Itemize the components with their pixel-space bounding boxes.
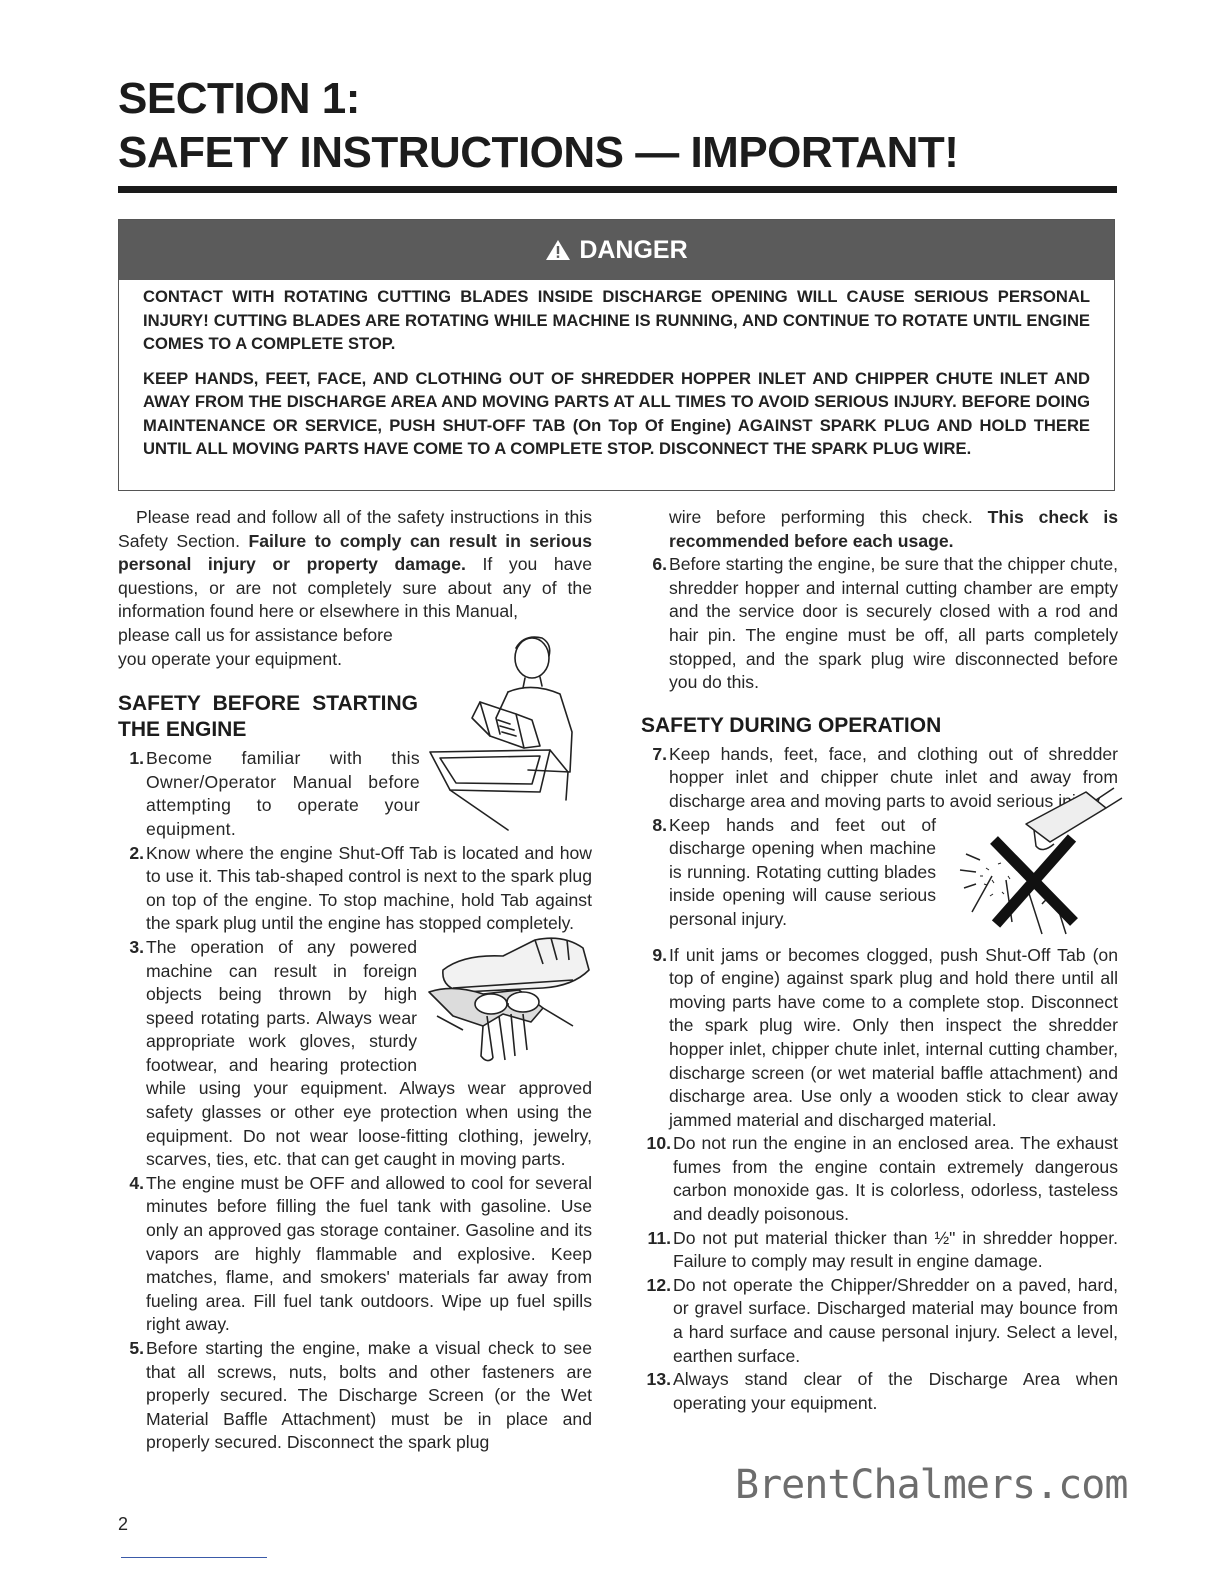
intro-paragraph-end: please call us for assistance before you operate your equipment. — [118, 624, 393, 669]
item-text: protection while using your equipment. Always wear approved safety glasses or other eye protection when using the equipment. Do not wear loose-fitting clothing, jewelry, scarves, ties, etc. that can get caught in moving parts. — [146, 1054, 592, 1170]
heading-before-starting: SAFETY BEFORE STARTING THE ENGINE — [118, 692, 418, 742]
intro-text: If you have questions, or are not completely sure about any of the information found here or elsewhere in this Manual, — [118, 554, 593, 622]
danger-text — [119, 280, 1114, 461]
item-text: The operation of any powered machine can result in foreign objects being thrown by high speed rotating parts. Always wear appropriate work gloves, sturdy footwear, and hearing — [146, 936, 417, 1075]
item-number: 7. — [652, 743, 667, 764]
item-text: Do not run the engine in an enclosed area. The exhaust fumes from the engine contain extremely dangerous carbon monoxide gas. It is colorless, odorless, tasteless and deadly poisonous. — [673, 1133, 1118, 1225]
danger-box — [118, 219, 1115, 491]
list-item — [641, 1227, 1118, 1274]
left-column — [118, 506, 592, 1455]
list-item — [118, 1337, 592, 1455]
item-text: If unit jams or becomes clogged, push Shut-Off Tab (on top of engine) against spark plug and hold there until all moving parts have come to a complete stop. Disconnect the spark plug wire. Only then inspect the shredder hopper inlet, chipper chute inlet, internal cutting chamber, discharge screen (or wet material baffle attachment) and discharge area. Use only a wooden stick to clear away jammed material and discharged material. — [669, 944, 1118, 1130]
list-item — [641, 1132, 1118, 1226]
hand-in-discharge-prohibited-illustration — [946, 784, 1132, 944]
item-text: Become familiar with this Owner/Operator Manual before attempting to operate your equipment. — [146, 748, 420, 839]
intro-text: Please read and follow all of the safety instructions in this Safety Section. — [118, 507, 592, 551]
item-number: 5. — [129, 1338, 144, 1358]
item-text: The engine must be OFF and allowed to cool for several minutes before filling the fuel tank with gasoline. Use only an approved gas storage container. Gasoline and its vapors are highly flammable and explosive. Keep matches, flame, and smokers' materials far away from fueling area. Fill fuel tank outdoors. Wipe up fuel spills right away. — [146, 1172, 592, 1335]
man-reading-manual-illustration — [420, 622, 600, 837]
gloves-boot-goggles-illustration — [423, 930, 598, 1068]
item-number: 12. — [646, 1274, 671, 1295]
item-number: 2. — [129, 842, 144, 863]
item-number: 8. — [652, 814, 667, 835]
item-text: Before starting the engine, make a visual check to see that all screws, nuts, bolts and other fasteners are properly secured. The Discharge Screen (or the Wet Material Baffle Attachment) must be in place and properly secured. Disconnect the spark plug — [146, 1338, 592, 1453]
watermark: BrentChalmers.com — [735, 1462, 1128, 1508]
item-text: Do not put material thicker than ½" in shredder hopper. Failure to comply may result in engine damage. — [673, 1227, 1118, 1272]
item-text: Do not operate the Chipper/Shredder on a paved, hard, or gravel surface. Discharged material may bounce from a hard surface and cause personal injury. Select a level, earthen surface. — [673, 1274, 1118, 1366]
item-text: wire before performing this check. — [669, 507, 973, 527]
list-item — [118, 747, 420, 841]
item-text-block — [669, 814, 1118, 944]
heading-during-operation: SAFETY DURING OPERATION — [641, 713, 942, 737]
list-item — [118, 936, 592, 1172]
item-text: Always stand clear of the Discharge Area when operating your equipment. — [673, 1369, 1118, 1413]
intro-paragraph — [118, 506, 592, 624]
item-number: 3. — [129, 936, 144, 957]
item-text: Know where the engine Shut-Off Tab is located and how to use it. This tab-shaped control is next to the spark plug on top of the engine. To stop machine, hold Tab against the spark plug until the engine has stopped completely. — [146, 842, 592, 934]
item-text: Before starting the engine, be sure that the chipper chute, shredder hopper and internal cutting chamber are empty and the service door is securely closed with a rod and hair pin. The engine must be off, all parts completely stopped, and the spark plug wire disconnected before you do this. — [669, 554, 1118, 693]
list-item — [641, 1368, 1118, 1415]
item-number: 9. — [652, 944, 667, 965]
item-number: 11. — [647, 1227, 671, 1248]
item-number: 6. — [652, 554, 667, 575]
danger-paragraph: CONTACT WITH ROTATING CUTTING BLADES INSIDE DISCHARGE OPENING WILL CAUSE SERIOUS PERSONAL INJURY! CUTTING BLADES ARE ROTATING WHILE MACHINE IS RUNNING, AND CONTINUE TO ROTATE UNTIL ENGINE COMES TO A COMPLETE STOP. — [143, 287, 1090, 353]
item-text: Keep hands and feet out of discharge opening when machine is running. Rotating cutting blades inside opening will cause serious personal injury. — [669, 814, 936, 929]
item-number: 13. — [646, 1369, 671, 1390]
danger-header — [119, 220, 1114, 280]
list-item — [118, 1172, 592, 1337]
item-number: 4. — [129, 1172, 144, 1193]
section-title: SAFETY INSTRUCTIONS — IMPORTANT! — [118, 128, 959, 177]
section-number: SECTION 1: — [118, 74, 360, 123]
right-column — [641, 506, 1118, 1415]
page-title — [118, 72, 1118, 180]
list-item — [641, 553, 1118, 695]
item-5-continuation — [641, 506, 1118, 553]
list-item — [641, 944, 1118, 1133]
footer-rule — [121, 1557, 267, 1558]
item-text: Keep hands, feet, face, and clothing out of shredder hopper inlet and chipper chute inlet and away from discharge area and moving parts to avoid serious injury. — [669, 743, 1118, 811]
title-rule — [118, 186, 1117, 193]
danger-label: DANGER — [579, 235, 688, 264]
item-number: 1. — [129, 748, 144, 769]
danger-paragraph: KEEP HANDS, FEET, FACE, AND CLOTHING OUT OF SHREDDER HOPPER INLET AND CHIPPER CHUTE INLET AND AWAY FROM THE DISCHARGE AREA AND MOVING PARTS AT ALL TIMES TO AVOID SERIOUS INJURY. BEFORE DOING MAINTENANCE OR SERVICE, PUSH SHUT-OFF TAB (On Top Of Engine) AGAINST SPARK PLUG AND HOLD THERE UNTIL ALL MOVING PARTS HAVE COME TO A COMPLETE STOP. DISCONNECT THE SPARK PLUG WIRE. — [143, 368, 1090, 458]
item-text-block — [146, 936, 592, 1172]
list-item — [641, 814, 1118, 944]
warning-triangle-icon — [545, 239, 571, 261]
list-item — [118, 842, 592, 936]
item-number: 10. — [646, 1133, 671, 1154]
list-item — [641, 1274, 1118, 1368]
item-emphasis: This check is recommended before each usage. — [669, 507, 1118, 551]
page-number: 2 — [118, 1514, 129, 1534]
intro-warning: Failure to comply can result in serious personal injury or property damage. — [118, 530, 592, 575]
